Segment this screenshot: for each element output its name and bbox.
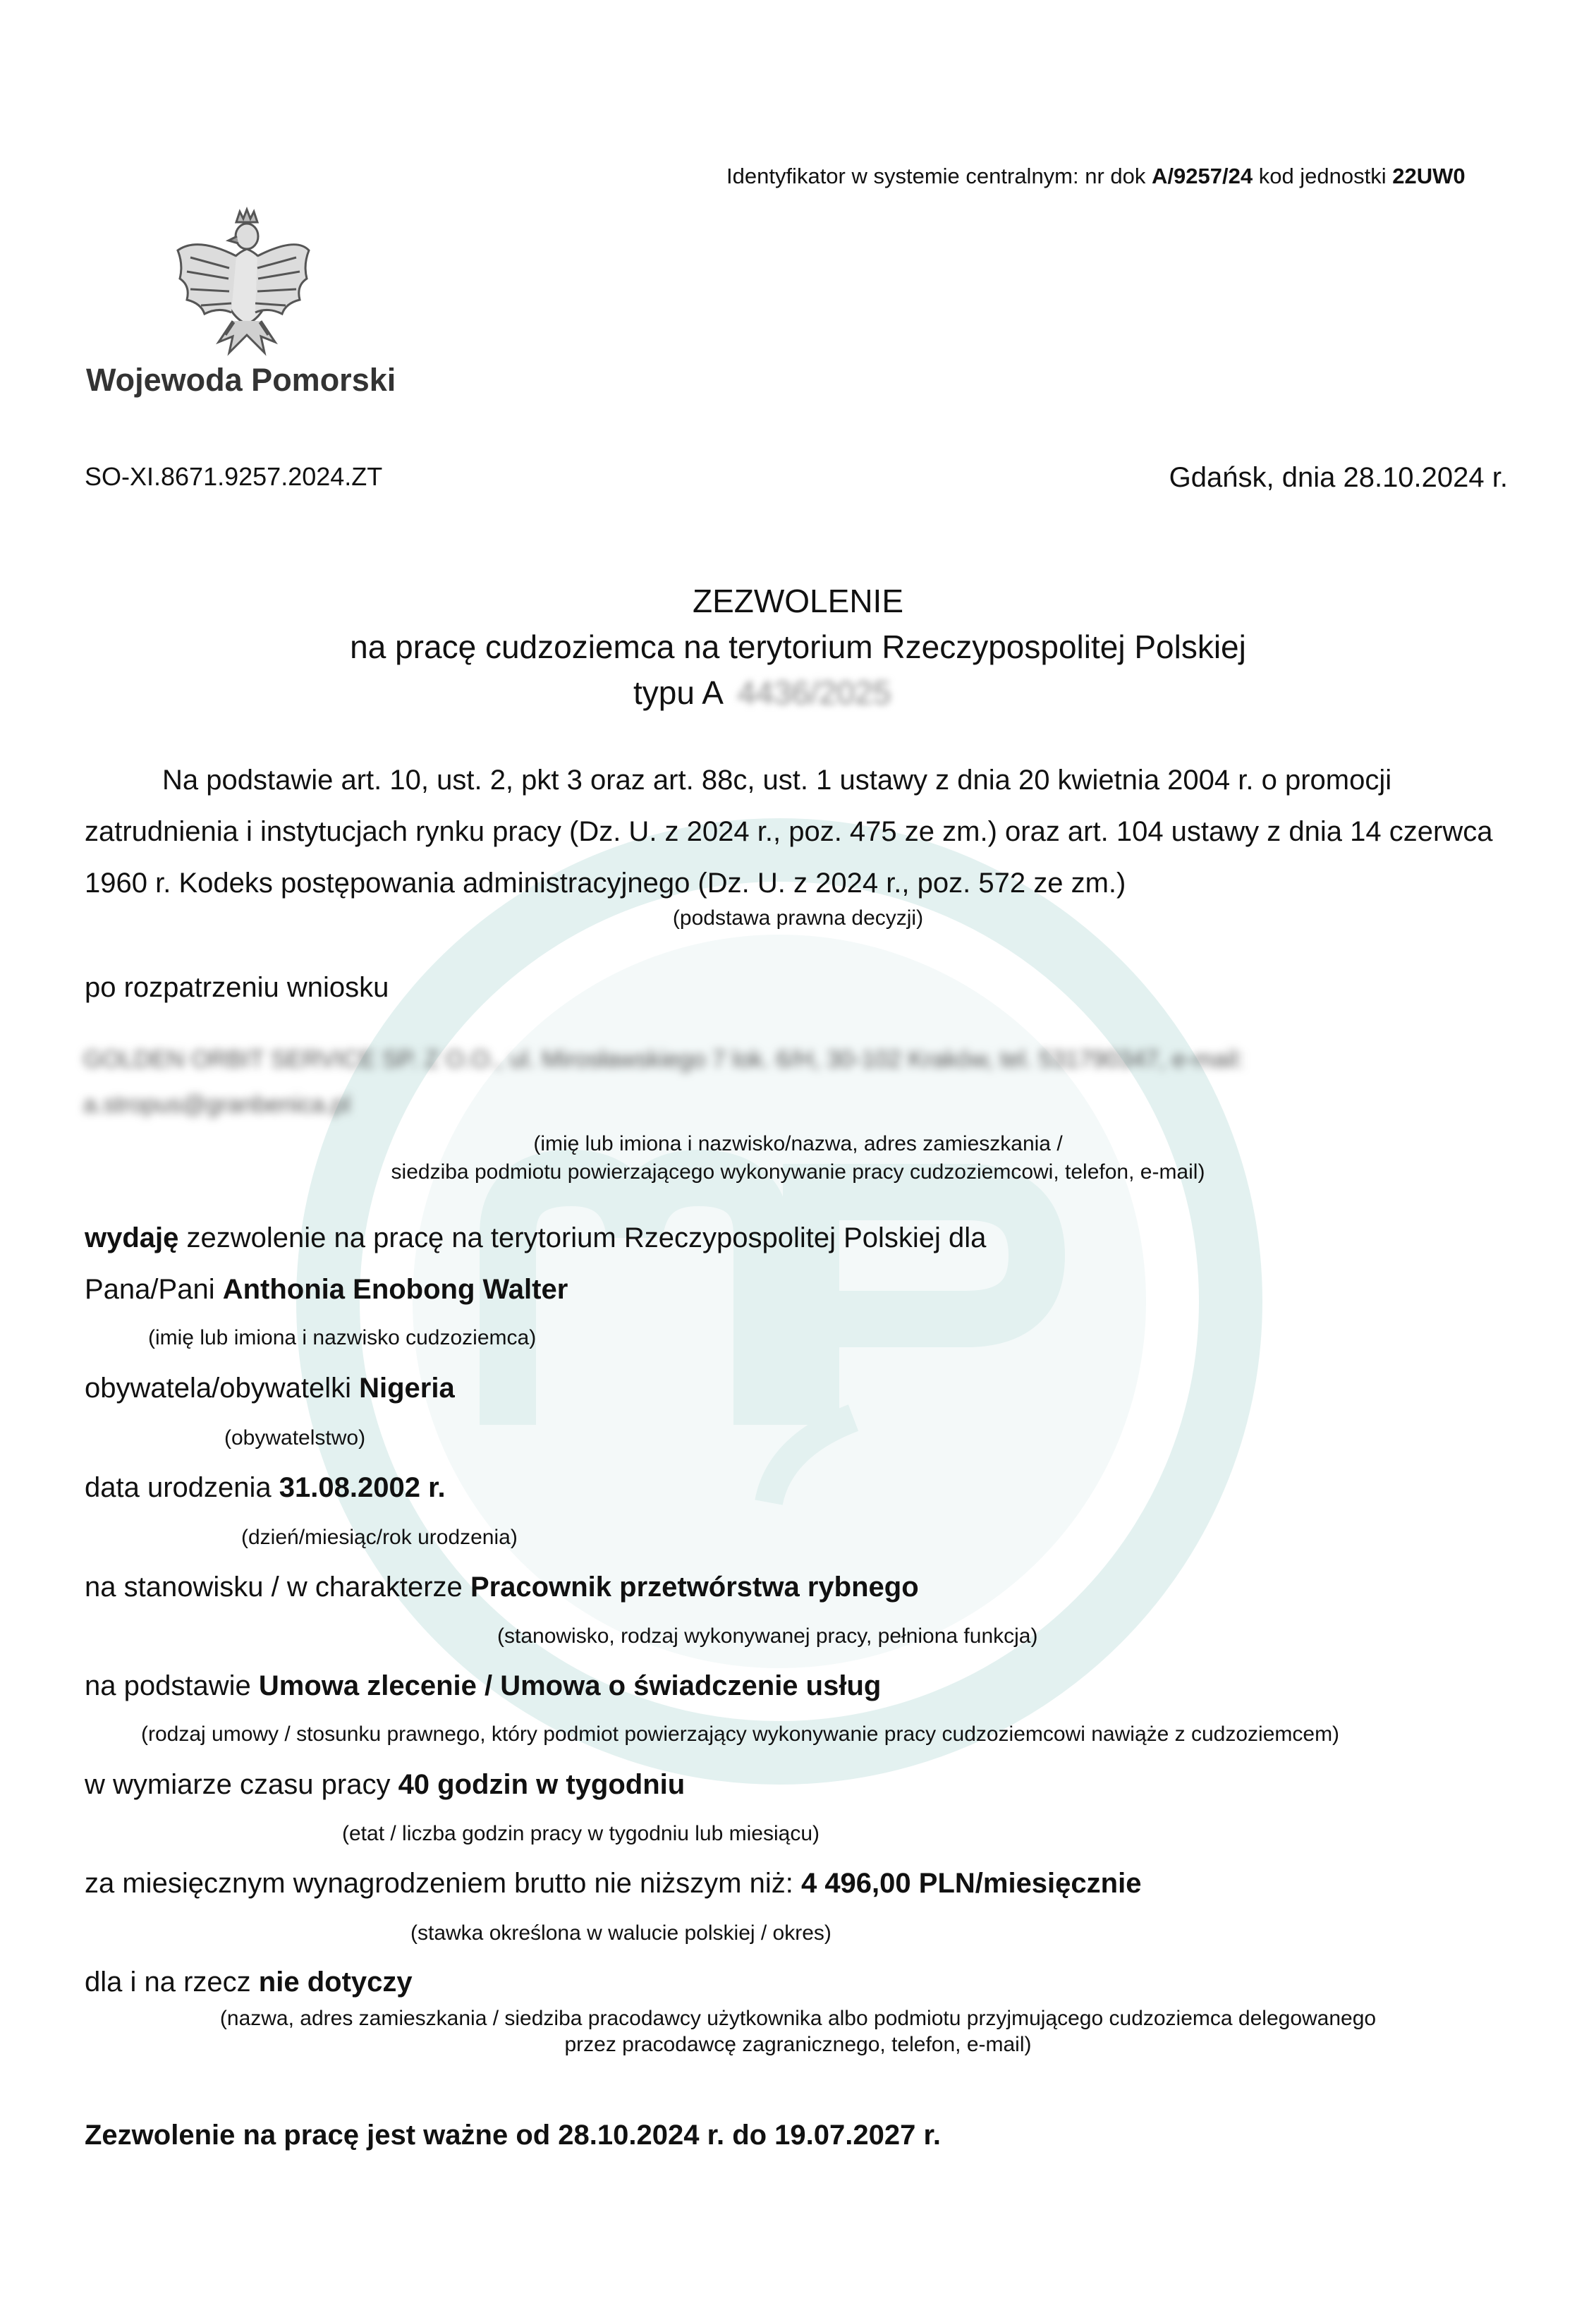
- citizenship-caption: (obywatelstwo): [224, 1426, 366, 1450]
- doc-number: A/9257/24: [1152, 164, 1253, 188]
- name-label: Pana/Pani: [85, 1274, 215, 1305]
- name-value: Anthonia Enobong Walter: [222, 1274, 568, 1305]
- decision-lead: [85, 1222, 986, 1254]
- working-hours-row: [85, 1769, 685, 1801]
- birth-value: 31.08.2002 r.: [279, 1472, 446, 1503]
- eagle-emblem-icon: [169, 201, 317, 363]
- decision-lead-rest: zezwolenie na pracę na terytorium Rzeczypospolitej Polskiej dla: [186, 1222, 987, 1253]
- contract-label: na podstawie: [85, 1670, 251, 1701]
- salary-caption: (stawka określona w walucie polskiej / okres): [410, 1921, 831, 1945]
- salary-value: 4 496,00 PLN/miesięcznie: [800, 1868, 1142, 1899]
- position-row: [85, 1572, 919, 1603]
- hours-value: 40 godzin w tygodniu: [398, 1769, 686, 1800]
- hours-caption: (etat / liczba godzin pracy w tygodniu lub miesiącu): [342, 1822, 820, 1845]
- hours-label: w wymiarze czasu pracy: [85, 1769, 391, 1800]
- central-system-identifier: [726, 164, 1466, 189]
- behalf-row: [85, 1967, 413, 1998]
- issuing-office: Wojewoda Pomorski: [86, 362, 396, 398]
- salary-label: za miesięcznym wynagrodzeniem brutto nie niższym niż:: [85, 1868, 793, 1899]
- validity-statement: Zezwolenie na pracę jest ważne od 28.10.2024 r. do 19.07.2027 r.: [85, 2120, 941, 2151]
- contract-row: [85, 1670, 881, 1702]
- birth-caption: (dzień/miesiąc/rok urodzenia): [241, 1526, 518, 1549]
- redacted-number: 4436/2025: [737, 674, 891, 711]
- position-caption: (stanowisko, rodzaj wykonywanej pracy, pełniona funkcja): [497, 1624, 1038, 1648]
- identifier-prefix: Identyfikator w systemie centralnym: nr dok: [726, 164, 1146, 188]
- behalf-caption-2: przez pracodawcę zagranicznego, telefon, e-mail): [564, 2033, 1032, 2056]
- applicant-caption-2: siedziba podmiotu powierzającego wykonywanie pracy cudzoziemcowi, telefon, e-mail): [391, 1160, 1205, 1184]
- behalf-value: nie dotyczy: [258, 1967, 413, 1998]
- application-label: po rozpatrzeniu wniosku: [85, 972, 389, 1003]
- applicant-caption-1: (imię lub imiona i nazwisko/nazwa, adres zamieszkania /: [533, 1132, 1063, 1155]
- legal-basis-caption: (podstawa prawna decyzji): [672, 906, 924, 930]
- contract-caption: (rodzaj umowy / stosunku prawnego, który podmiot powierzający wykonywanie pracy cudzoziemcowi nawiąże z cudzoziemcem): [141, 1722, 1340, 1746]
- citizenship-value: Nigeria: [359, 1373, 455, 1404]
- citizenship-label: obywatela/obywatelki: [85, 1373, 351, 1404]
- contract-value: Umowa zlecenie / Umowa o świadczenie usług: [258, 1670, 882, 1701]
- birth-date-row: [85, 1472, 446, 1504]
- redacted-applicant: GOLDEN ORBIT SERVICE SP. Z O.O., ul. Mirosławskiego 7 lok. 6/H, 30-102 Kraków, tel. 531790347, e-mail: a.stropus@granbenica.pl: [83, 1046, 1244, 1118]
- document-title: ZEZWOLENIE: [692, 583, 904, 619]
- case-signature: SO-XI.8671.9257.2024.ZT: [85, 462, 383, 491]
- position-value: Pracownik przetwórstwa rybnego: [470, 1572, 919, 1603]
- legal-basis: [85, 755, 1509, 909]
- permit-type-label: typu A: [633, 674, 724, 711]
- salary-row: [85, 1868, 1141, 1900]
- position-label: na stanowisku / w charakterze: [85, 1572, 463, 1603]
- birth-label: data urodzenia: [85, 1472, 272, 1503]
- behalf-label: dla i na rzecz: [85, 1967, 251, 1998]
- unit-code: 22UW0: [1392, 164, 1466, 188]
- place-date: Gdańsk, dnia 28.10.2024 r.: [1169, 462, 1508, 493]
- citizenship-row: [85, 1373, 455, 1404]
- legal-basis-text: Na podstawie art. 10, ust. 2, pkt 3 oraz art. 88c, ust. 1 ustawy z dnia 20 kwietnia 2004 r. o promocji zatrudnienia i instytucjach rynku pracy (Dz. U. z 2024 r., poz. 475 ze zm.) oraz art. 104 ustawy z dnia 14 czerwca 1960 r. Kodeks postępowania administracyjnego (Dz. U. z 2024 r., poz. 572 ze zm.): [85, 765, 1493, 899]
- name-caption: (imię lub imiona i nazwisko cudzoziemca): [148, 1326, 537, 1349]
- behalf-caption-1: (nazwa, adres zamieszkania / siedziba pracodawcy użytkownika albo podmiotu przyjmującego cudzoziemca delegowanego: [219, 2007, 1377, 2030]
- permit-type: [633, 674, 891, 712]
- decision-lead-bold: wydaję: [85, 1222, 179, 1253]
- unit-label: kod jednostki: [1258, 164, 1387, 188]
- foreigner-name-row: [85, 1274, 568, 1306]
- document-subtitle: na pracę cudzoziemca na terytorium Rzeczypospolitej Polskiej: [350, 628, 1246, 665]
